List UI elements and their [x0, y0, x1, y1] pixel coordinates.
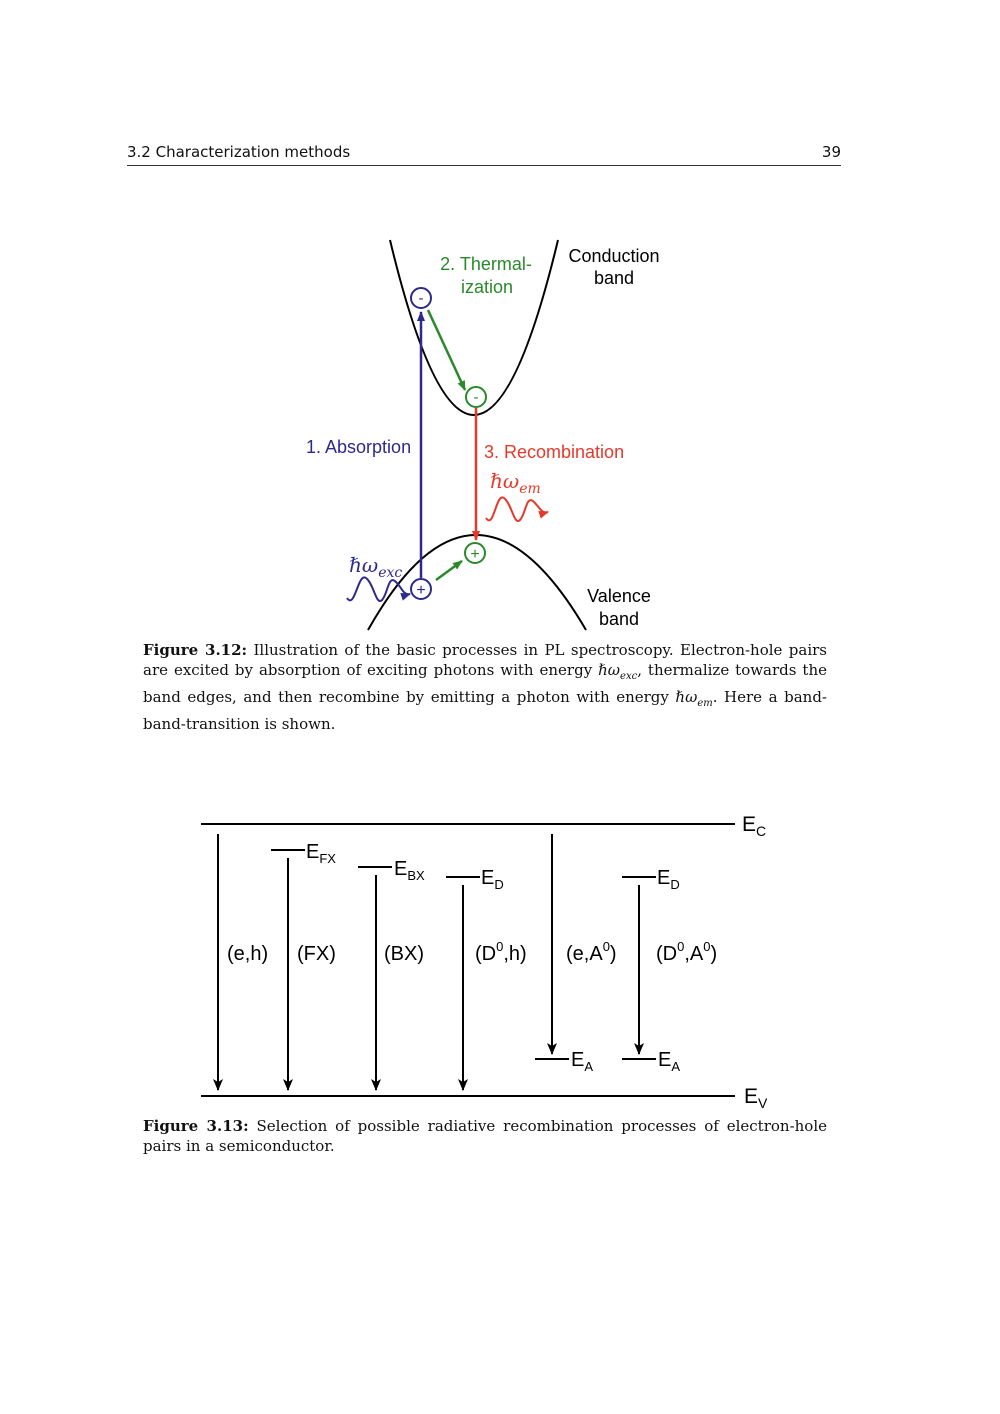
recombination-label: 3. Recombination [484, 442, 625, 462]
label-ed-2: $E_D$ [657, 867, 680, 892]
caption-symbol-em: ℏω [675, 688, 698, 706]
label-ed-1: $E_D$ [481, 867, 504, 892]
label-transition-eh: (e,h) [227, 943, 269, 965]
label-ea-1: $E_A$ [571, 1049, 594, 1074]
svg-text:-: - [473, 389, 479, 406]
label-efx: $E_{FX}$ [306, 841, 336, 866]
caption-text-3: . Here a band-band-transition is shown. [143, 688, 827, 733]
hole-thermalized-icon [465, 543, 485, 563]
section-title: 3.2 Characterization methods [127, 143, 351, 161]
caption-sub-em: em [697, 698, 713, 709]
label-transition-bx: (BX) [384, 943, 424, 965]
figure-3-13-label: Figure 3.13: [143, 1117, 249, 1135]
hole-thermalization-arrow [436, 561, 462, 580]
valence-band-label-2: band [598, 609, 640, 629]
label-transition-d0h: $(D^0,h)$ [475, 939, 527, 965]
hole-excited-icon [411, 579, 431, 599]
label-transition-fx: (FX) [297, 943, 336, 965]
hw-exc-label: ℏω$_{exc}$ [349, 553, 403, 581]
figure-3-13-caption [143, 1116, 827, 1156]
absorption-label: 1. Absorption [306, 437, 412, 457]
label-ev: $E_V$ [744, 1085, 768, 1111]
page-number: 39 [821, 143, 841, 161]
electron-excited-icon [411, 288, 431, 308]
emitted-photon-wave [486, 497, 548, 521]
label-transition-d0a0: $(D^0,A^0)$ [656, 939, 718, 965]
caption-text: Selection of possible radiative recombination processes of electron-hole pairs in a semiconductor. [143, 1117, 828, 1155]
conduction-band-label-2: band [593, 268, 635, 288]
label-transition-ea0: $(e,A^0)$ [566, 939, 617, 965]
caption-text-2: , thermalize towards the band edges, and then recombine by emitting a photon with energy [143, 661, 827, 706]
figure-3-12-caption [143, 640, 827, 734]
thermalization-arrow [428, 310, 465, 390]
caption-sub-exc: exc [620, 671, 638, 682]
svg-text:+: + [416, 582, 426, 599]
conduction-band-label: Conduction [568, 246, 660, 266]
figure-3-13-diagram [201, 813, 768, 1111]
figure-3-12-label: Figure 3.12: [143, 641, 248, 659]
label-ebx: $E_{BX}$ [394, 858, 425, 883]
caption-text-1: Illustration of the basic processes in PL spectroscopy. Electron-hole pairs are excited by absorption of exciting photons with energy [143, 641, 828, 679]
svg-text:-: - [418, 290, 424, 307]
thermalization-label-2: ization [460, 277, 514, 297]
thermalization-label: 2. Thermal- [440, 254, 532, 274]
label-ec: $E_C$ [742, 813, 767, 839]
valence-band-label: Valence [587, 586, 651, 606]
electron-thermalized-icon [466, 387, 486, 407]
hw-em-label: ℏω$_{em}$ [490, 469, 541, 497]
caption-symbol-exc: ℏω [598, 661, 621, 679]
svg-text:+: + [470, 546, 480, 563]
label-ea-2: $E_A$ [658, 1049, 681, 1074]
